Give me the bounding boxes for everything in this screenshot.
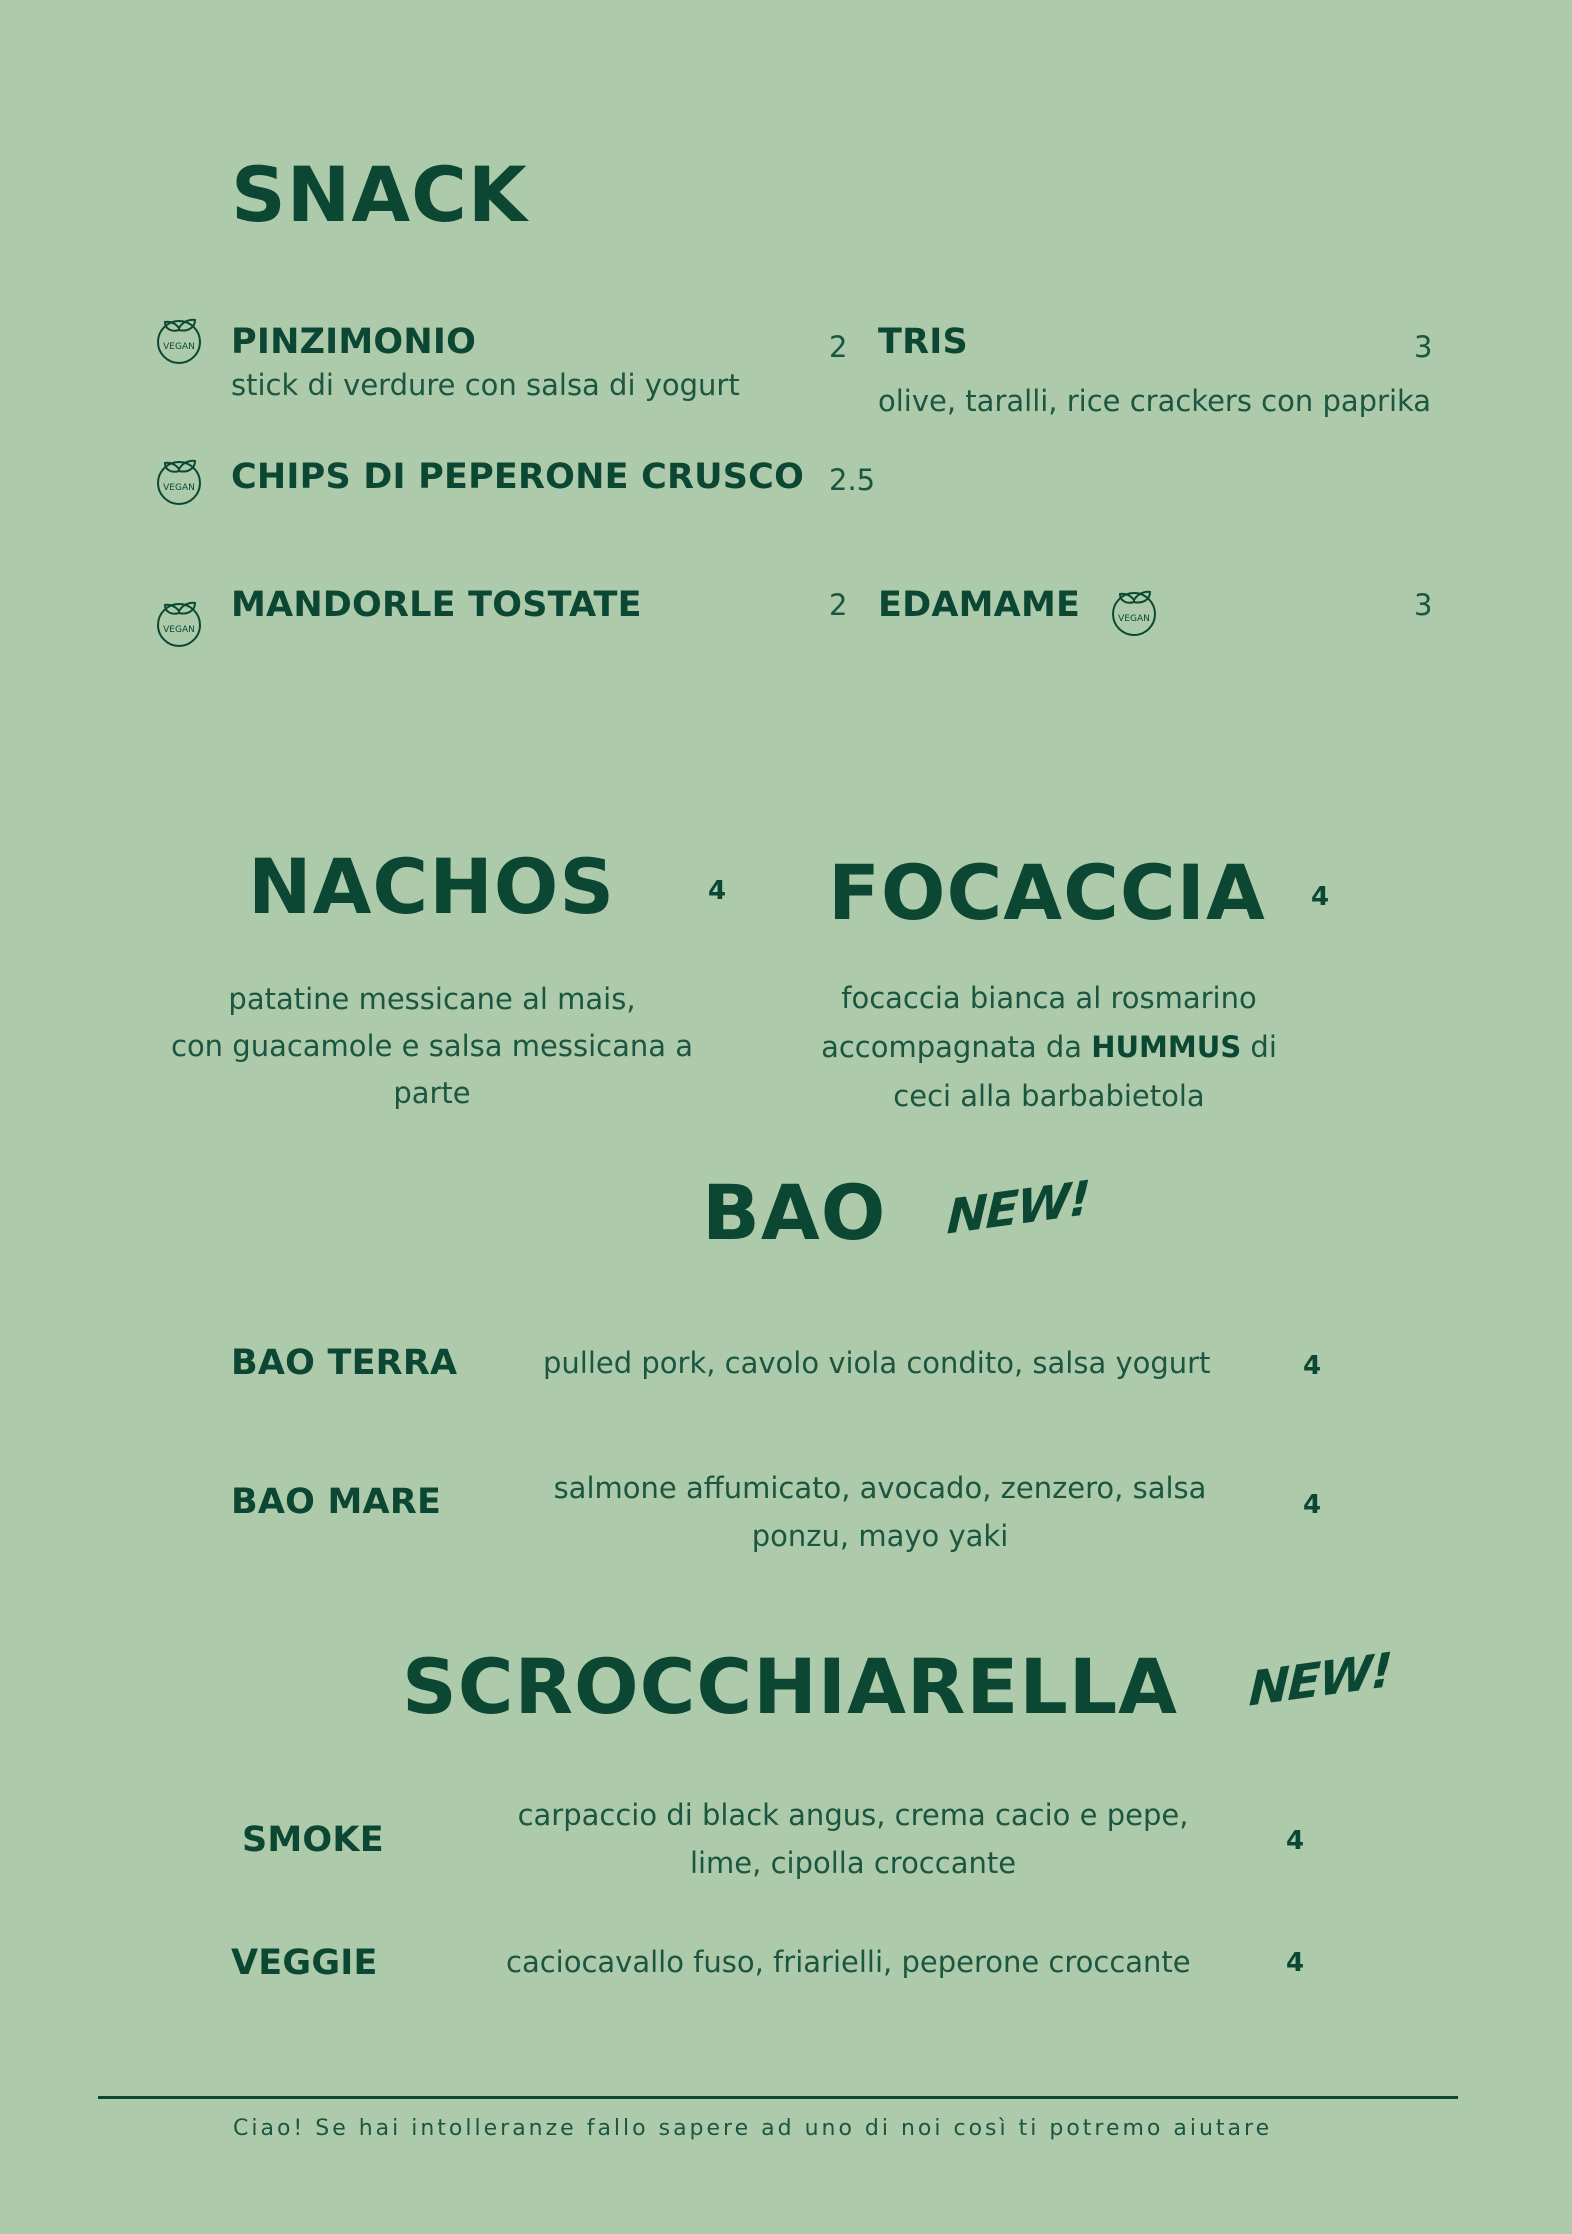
- focaccia-desc-line2: [770, 1023, 1328, 1072]
- bao-title: BAO: [702, 1168, 887, 1257]
- smoke-name: SMOKE: [242, 1820, 384, 1860]
- smoke-price: 4: [1286, 1826, 1305, 1856]
- focaccia-desc: [770, 974, 1328, 1121]
- focaccia-desc-line1: focaccia bianca al rosmarino: [841, 981, 1257, 1015]
- veggie-desc: caciocavallo fuso, friarielli, peperone croccante: [506, 1945, 1191, 1979]
- bao-mare-desc-line1: salmone affumicato, avocado, zenzero, salsa: [553, 1471, 1207, 1505]
- chips-name: CHIPS DI PEPERONE CRUSCO: [231, 457, 805, 497]
- pinzimonio-name: PINZIMONIO: [231, 322, 477, 362]
- tris-desc: olive, taralli, rice crackers con paprika: [878, 384, 1432, 418]
- vegan-leaf-icon: [155, 453, 203, 505]
- svg-text:VEGAN: VEGAN: [163, 342, 195, 352]
- focaccia-desc-line2a: accompagnata da: [821, 1030, 1092, 1064]
- focaccia-desc-line3: ceci alla barbabietola: [893, 1079, 1205, 1113]
- veggie-name: VEGGIE: [231, 1943, 378, 1983]
- smoke-desc-line1: carpaccio di black angus, crema cacio e pepe,: [517, 1798, 1189, 1832]
- nachos-desc-line1: patatine messicane al mais,: [228, 982, 636, 1016]
- svg-text:VEGAN: VEGAN: [163, 625, 195, 635]
- hummus-highlight: HUMMUS: [1091, 1030, 1242, 1064]
- nachos-desc-line2: con guacamole e salsa messicana a: [171, 1029, 693, 1063]
- nachos-desc: [150, 976, 714, 1117]
- mandorle-price: 2: [829, 588, 848, 622]
- tris-name: TRIS: [878, 322, 968, 362]
- snack-title: SNACK: [231, 150, 528, 239]
- bao-mare-name: BAO MARE: [231, 1482, 442, 1522]
- vegan-leaf-icon: [155, 595, 203, 647]
- tris-price: 3: [1414, 330, 1433, 364]
- svg-text:VEGAN: VEGAN: [1118, 614, 1150, 624]
- nachos-desc-line3: parte: [393, 1076, 471, 1110]
- bao-terra-price: 4: [1303, 1351, 1322, 1381]
- pinzimonio-desc: stick di verdure con salsa di yogurt: [231, 368, 740, 402]
- bao-mare-price: 4: [1303, 1490, 1322, 1520]
- vegan-leaf-icon: [155, 312, 203, 364]
- bao-terra-desc: pulled pork, cavolo viola condito, salsa yogurt: [543, 1346, 1211, 1380]
- bao-mare-desc-line2: ponzu, mayo yaki: [751, 1519, 1009, 1553]
- new-badge: NEW!: [1247, 1642, 1392, 1718]
- nachos-price: 4: [708, 876, 727, 906]
- bao-mare-desc: [520, 1464, 1240, 1560]
- new-badge: NEW!: [945, 1170, 1090, 1246]
- footer-divider: [98, 2096, 1458, 2099]
- focaccia-title: FOCACCIA: [828, 848, 1266, 937]
- footer-text: Ciao! Se hai intolleranze fallo sapere ad uno di noi così ti potremo aiutare: [233, 2116, 1273, 2141]
- bao-terra-name: BAO TERRA: [231, 1343, 458, 1383]
- mandorle-name: MANDORLE TOSTATE: [231, 585, 642, 625]
- smoke-desc: [480, 1791, 1226, 1887]
- vegan-leaf-icon: [1110, 584, 1158, 636]
- edamame-price: 3: [1414, 588, 1433, 622]
- chips-price: 2.5: [829, 463, 876, 497]
- veggie-price: 4: [1286, 1948, 1305, 1978]
- scrocchiarella-title: SCROCCHIARELLA: [402, 1642, 1179, 1731]
- focaccia-desc-line2c: di: [1241, 1030, 1277, 1064]
- focaccia-price: 4: [1311, 882, 1330, 912]
- smoke-desc-line2: lime, cipolla croccante: [689, 1846, 1017, 1880]
- svg-text:VEGAN: VEGAN: [163, 483, 195, 493]
- pinzimonio-price: 2: [829, 330, 848, 364]
- nachos-title: NACHOS: [248, 842, 616, 931]
- edamame-name: EDAMAME: [878, 585, 1081, 625]
